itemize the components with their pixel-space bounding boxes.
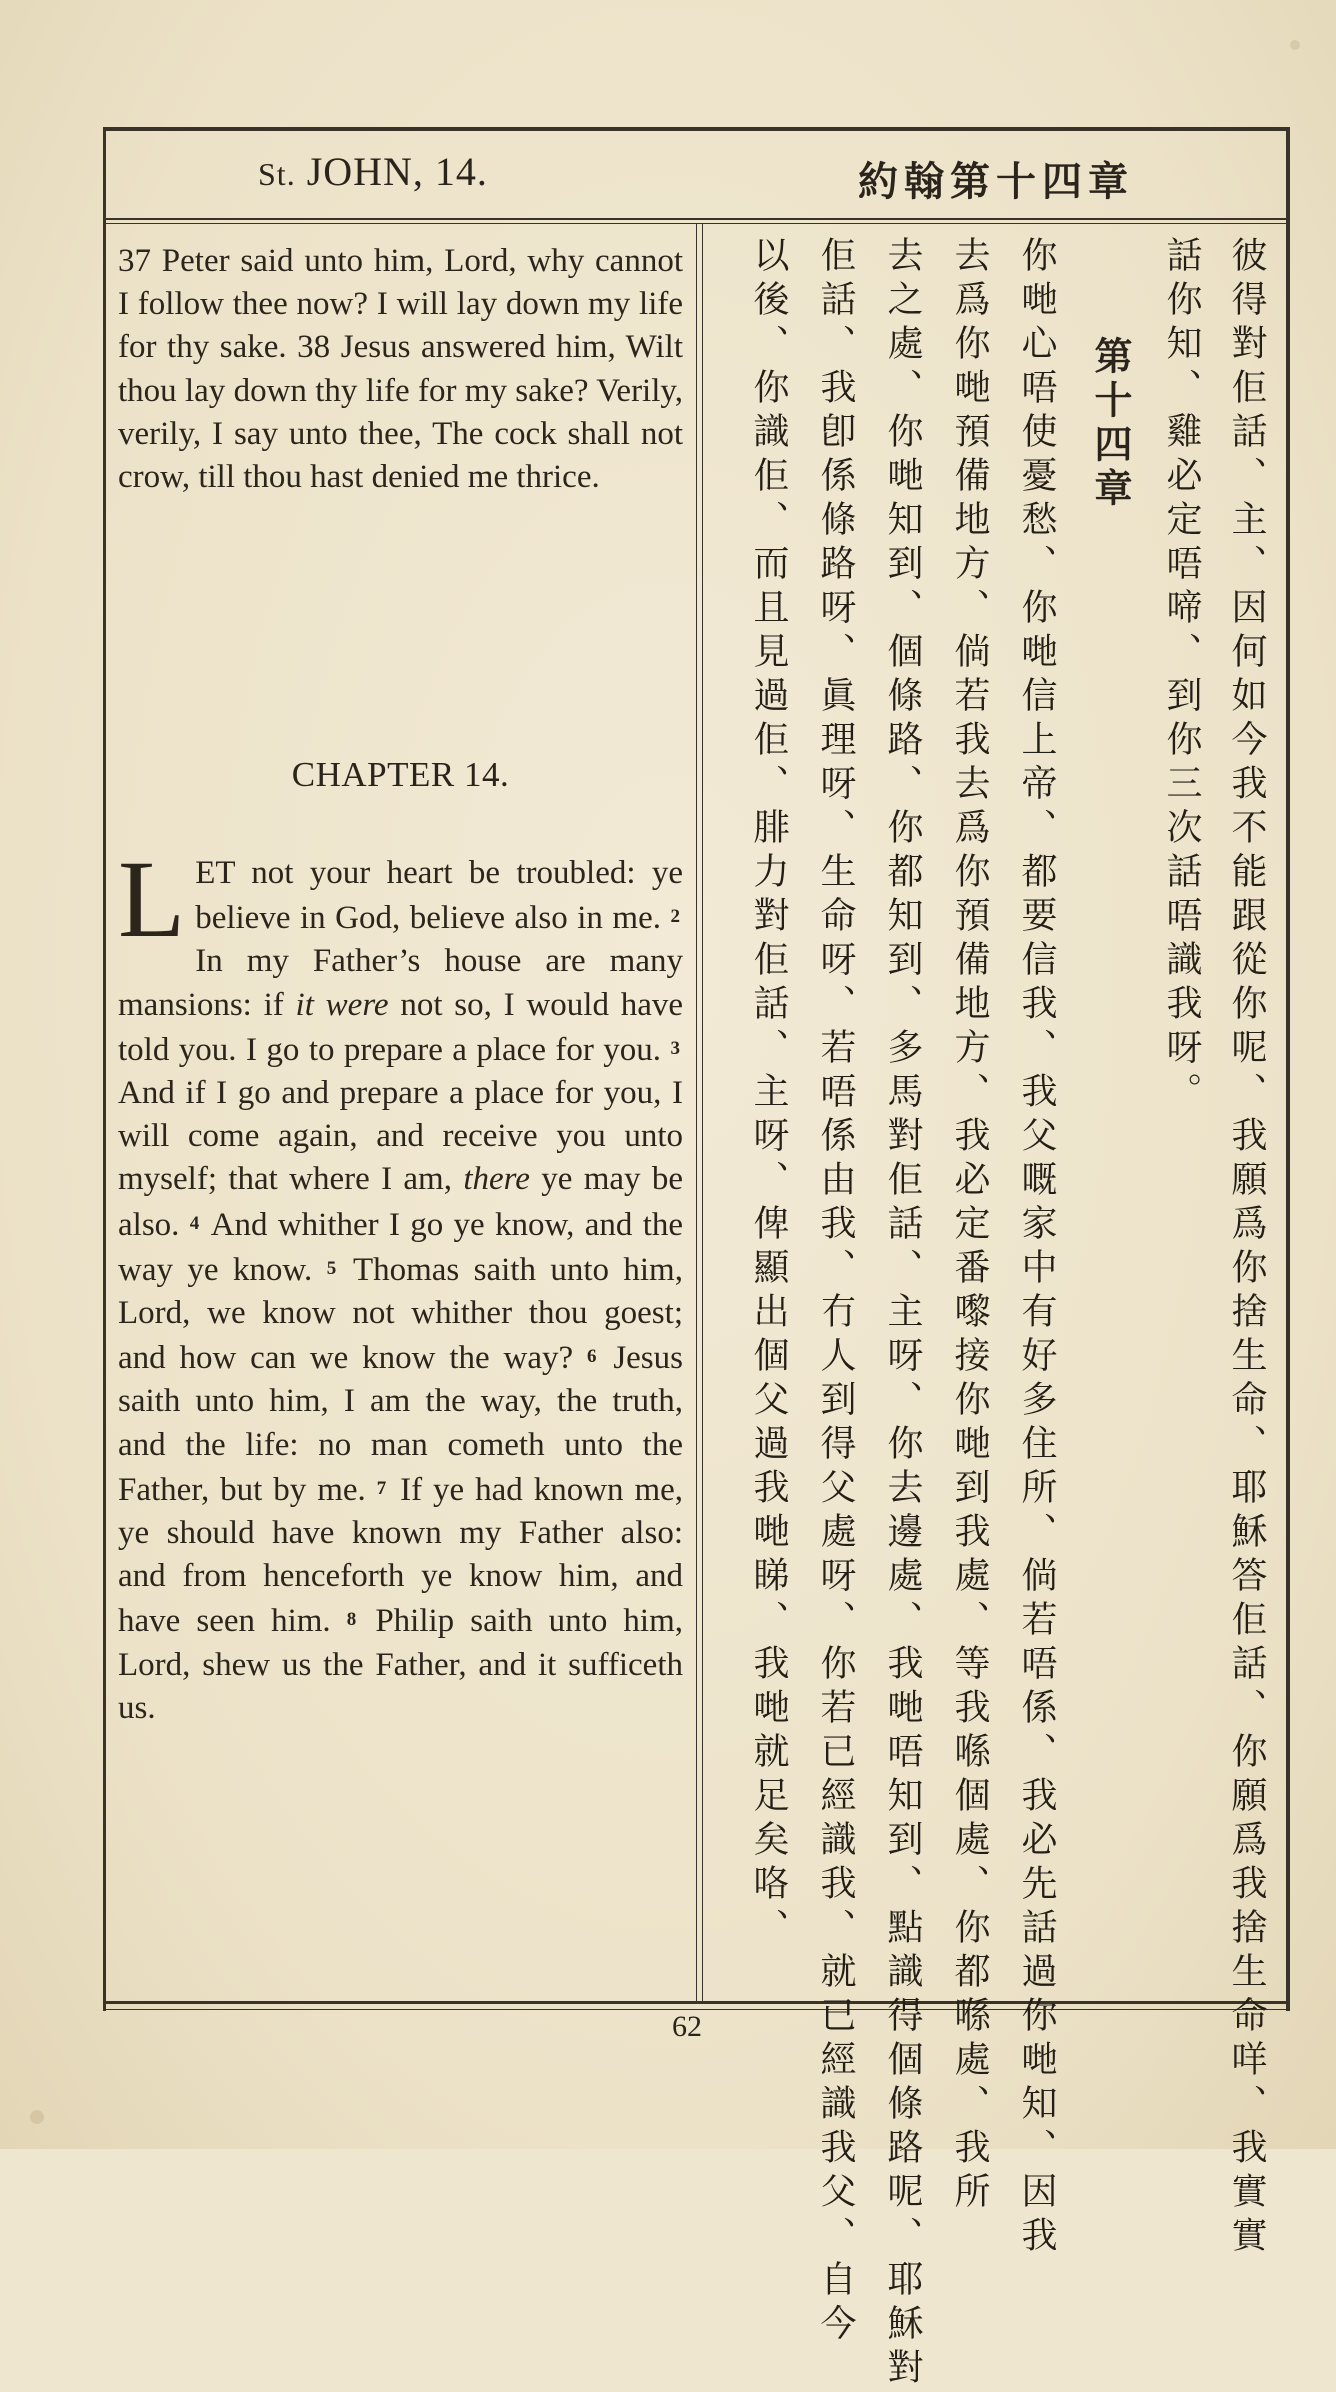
chapter-14-text bbox=[118, 838, 684, 1730]
verse-4: And whither I go ye know, and the way ye know. bbox=[118, 1206, 684, 1288]
verse-3b: ye may be also. bbox=[118, 1161, 684, 1243]
verse-2-italic: it were bbox=[295, 986, 389, 1023]
chinese-column-5: 去之處、你哋知到、個條路、你都知到、多馬對佢話、主呀、你去邊處、我哋唔知到、點識得個條路呢、耶穌對 bbox=[882, 236, 923, 2392]
column-divider-thin bbox=[702, 224, 703, 2001]
chapter-title: CHAPTER 14. bbox=[291, 755, 510, 794]
verse-6: Jesus saith unto him, I am the way, the truth, and the life: no man cometh unto the Father, but by me. bbox=[118, 1340, 683, 1508]
header-rule-thin bbox=[103, 223, 1286, 224]
column-divider bbox=[696, 224, 697, 2001]
chinese-column-area bbox=[716, 236, 1276, 2392]
paper-spot bbox=[1290, 40, 1300, 50]
chinese-column-7: 以後、你識佢、而且見過佢、腓力對佢話、主呀、俾顯出個父過我哋睇、我哋就足矣咯、 bbox=[748, 236, 789, 1952]
english-column-chapter bbox=[118, 838, 684, 1730]
running-head-chinese: 約翰第十四章 bbox=[858, 159, 1134, 205]
verse-3a: And if I go and prepare a place for you, I will come again, and receive you unto myself; that where I am, bbox=[118, 1075, 683, 1198]
verse-number-7: 7 bbox=[376, 1477, 387, 1499]
running-head-title: JOHN, 14. bbox=[295, 149, 488, 194]
verse-number-5: 5 bbox=[326, 1257, 337, 1279]
chinese-column-1: 彼得對佢話、主、因何如今我不能跟從你呢、我願爲你捨生命、耶穌答佢話、你願爲我捨生命咩、我實實 bbox=[1226, 236, 1267, 2260]
english-column-top bbox=[118, 240, 683, 499]
verse-number-3: 3 bbox=[670, 1037, 680, 1059]
footer-rule bbox=[103, 2001, 1290, 2004]
verse-7: If ye had known me, ye should have known my Father also: and from henceforth ye know him, and have seen him. bbox=[118, 1471, 684, 1640]
verse-number-2: 2 bbox=[670, 906, 680, 928]
chinese-column-4: 去爲你哋預備地方、倘若我去爲你預備地方、我必定番嚟接你哋到我處、等我喺個處、你都喺處、我所 bbox=[949, 236, 990, 2216]
header-rule bbox=[103, 218, 1286, 220]
verse-2b: not so, I would have told you. I go to prepare a place for you. bbox=[118, 986, 684, 1068]
drop-cap: L bbox=[118, 838, 186, 960]
verse-37-38: 37 Peter said unto him, Lord, why cannot I follow thee now? I will lay down my life for thy sake. 38 Jesus answered him, Wilt thou lay down thy life for my sake? Verily, verily, I say unto thee, The cock shall not crow, till thou hast denied me thrice. bbox=[118, 243, 683, 496]
running-head-english bbox=[258, 148, 488, 195]
chinese-column-6: 佢話、我卽係條路呀、眞理呀、生命呀、若唔係由我、冇人到得父處呀、你若已經識我、就已經識我父、自今 bbox=[815, 236, 856, 2348]
page-number: 62 bbox=[672, 2010, 702, 2043]
chinese-column-2: 話你知、雞必定唔啼、到你三次話唔識我呀。 bbox=[1161, 236, 1202, 1116]
running-head-prefix: St. bbox=[258, 156, 296, 192]
chinese-chapter-heading: 第十四章 bbox=[1088, 336, 1132, 512]
verse-number-8: 8 bbox=[346, 1609, 357, 1631]
verse-5: Thomas saith unto him, Lord, we know not whither thou goest; and how can we know the way? bbox=[118, 1251, 683, 1377]
verse-8: Philip saith unto him, Lord, shew us the Father, and it sufficeth us. bbox=[118, 1603, 683, 1726]
verse-number-6: 6 bbox=[586, 1346, 597, 1368]
verse-2a: In my Father’s house are many mansions: if bbox=[118, 943, 683, 1023]
verse-number-4: 4 bbox=[189, 1212, 200, 1234]
chinese-column-3: 你哋心唔使憂愁、你哋信上帝、都要信我、我父嘅家中有好多住所、倘若唔係、我必先話過你哋知、因我 bbox=[1016, 236, 1057, 2260]
verse-3-italic: there bbox=[463, 1161, 530, 1198]
verse-1: ET not your heart be troubled: ye believe in God, believe also in me. bbox=[195, 855, 683, 937]
paper-spot bbox=[30, 2110, 44, 2124]
